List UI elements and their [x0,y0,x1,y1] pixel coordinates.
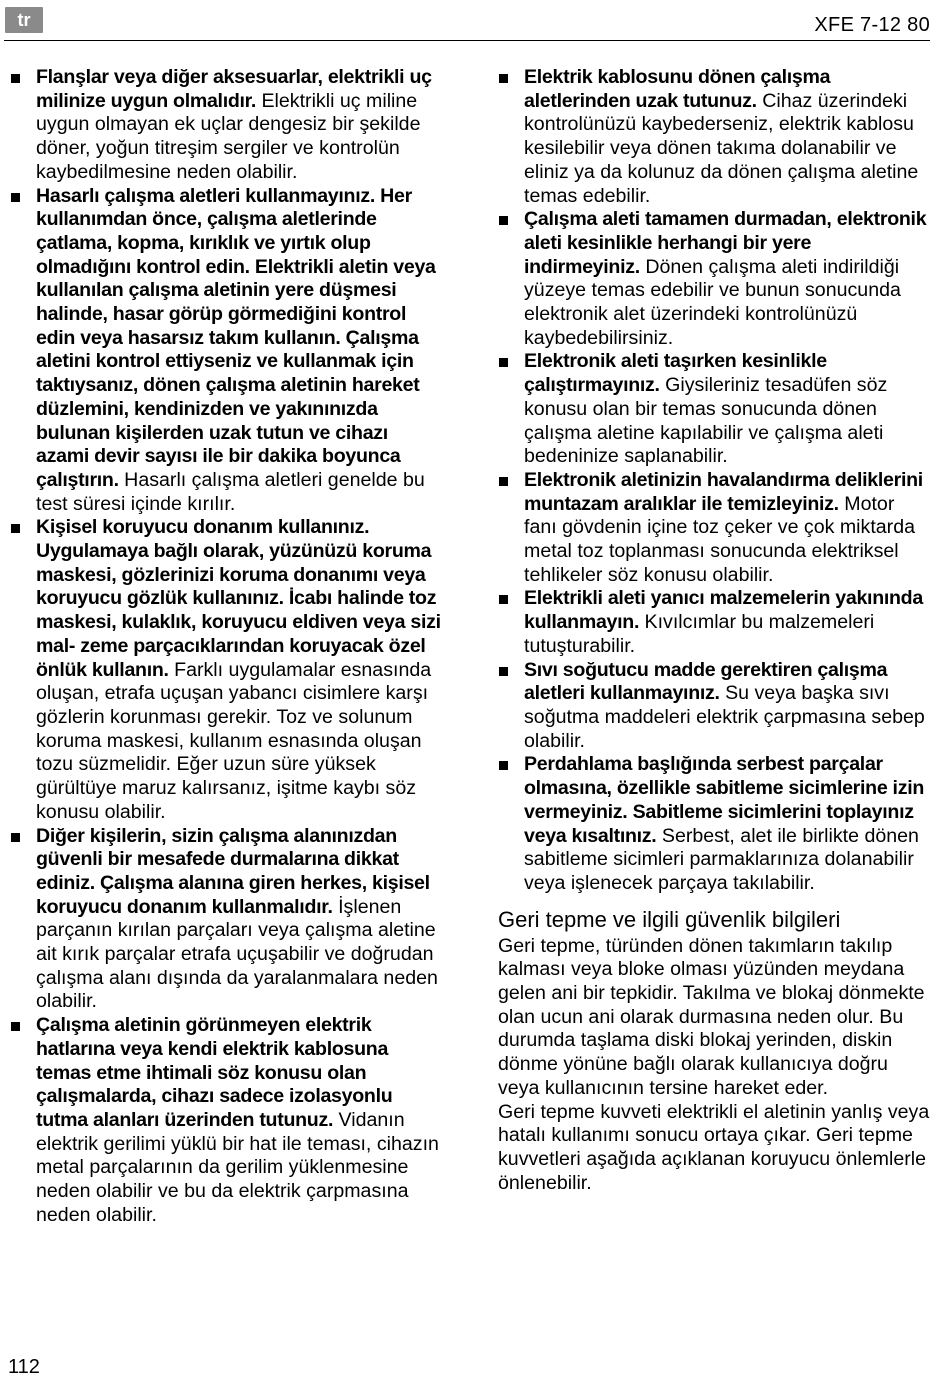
model-number: XFE 7-12 80 [814,14,930,36]
bullet-text: Su veya başka sıvı soğutma maddeleri elektrik çarpmasına sebep olabilir. [524,682,925,752]
square-bullet-icon [499,595,508,604]
bullet-bold: Kişisel koruyucu donanım kullanınız. Uygulamaya bağlı olarak, yüzünüzü koruma maskesi, gözlerinizi koruma donanımı veya koruyucu gözlük kullanınız. İcabı halinde toz maskesi, kulaklık, koruyucu eldiven veya sizi mal- zeme parçacıklarından koruyacak özel önlük kullanın. [36,516,441,681]
bullet-text: Serbest, alet ile birlikte dönen sabitleme sicimleri parmaklarınıza dolanabilir veya işlenecek parçaya takılabilir. [524,824,919,894]
bullet-bold: Sıvı soğutucu madde gerektiren çalışma aletleri kullanmayınız. [524,658,888,705]
bullet-text: Elektrikli uç miline uygun olmayan ek uçlar dengesiz bir şekilde döner, yoğun titreşim sergiler ve kontrolün kaybedilmesine neden olabilir. [36,89,421,183]
bullet-bold: Çalışma aletinin görünmeyen elektrik hatlarına veya kendi elektrik kablosuna temas etme ihtimali söz konusu olan çalışmalarda, cihazı sadece izolasyonlu tutma alanları üzerinden tutunuz. [36,1014,393,1131]
bullet-item [498,469,932,588]
bullet-text: Motor fanı gövdenin içine toz çeker ve çok miktarda metal toz toplanması sonucunda elektriksel tehlikeler söz konusu olabilir. [524,492,915,586]
square-bullet-icon [11,1022,20,1031]
left-column [10,66,442,1227]
bullet-item [498,587,932,658]
bullet-bold: Elektrikli aleti yanıcı malzemelerin yakınında kullanmayın. [524,587,923,634]
square-bullet-icon [499,667,508,676]
section-heading: Geri tepme ve ilgili güvenlik bilgileri [498,906,841,932]
bullet-item [498,350,932,469]
bullet-item [10,66,442,185]
bullet-item [10,825,442,1015]
square-bullet-icon [499,477,508,486]
bullet-text: Vidanın elektrik gerilimi yüklü bir hat ile teması, cihazın metal parçalarının da gerilim yüklenmesine neden olabilir ve bu da elektrik çarpmasına neden olabilir. [36,1108,439,1226]
right-column [498,66,932,1195]
square-bullet-icon [11,74,20,83]
square-bullet-icon [499,358,508,367]
language-tag: tr [5,7,43,33]
square-bullet-icon [499,74,508,83]
square-bullet-icon [11,524,20,533]
bullet-bold: Diğer kişilerin, sizin çalışma alanınızdan güvenli bir mesafede durmalarına dikkat ediniz. Çalışma alanına giren herkes, kişisel koruyucu donanım kullanmalıdır. [36,824,430,918]
bullet-item [10,185,442,517]
bullet-bold: Elektrik kablosunu dönen çalışma aletlerinden uzak tutunuz. [524,66,831,112]
square-bullet-icon [499,216,508,225]
bullet-item [498,208,932,350]
section-paragraph: Geri tepme, türünden dönen takımların takılıp kalması veya bloke olması yüzünden meydana gelen ani bir tepkidir. Takılma ve blokaj dönmekte olan ucun ani olarak durmasına neden olur. Bu durumda taşlama diski blokaj yerinden, diskin dönme yönüne bağlı olarak kullanıcıya doğru veya kullanıcının tersine hareket eder. [498,934,925,1099]
bullet-text: Cihaz üzerindeki kontrolünüzü kaybederseniz, elektrik kablosu kesilebilir veya dönen takıma dolanabilir ve eliniz ya da kolunuz da dönen çalışma aletine temas edebilir. [524,89,919,207]
bullet-bold: Elektronik aleti taşırken kesinlikle çalıştırmayınız. [524,350,827,397]
page-number: 112 [8,1356,40,1378]
header-divider [4,40,930,41]
square-bullet-icon [499,761,508,770]
bullet-text: Giysileriniz tesadüfen söz konusu olan bir temas sonucunda dönen çalışma aletine kapılabilir ve çalışma aleti bedeninize saplanabilir. [524,374,888,468]
bullet-item [10,1014,442,1227]
bullet-item [498,66,932,208]
section-paragraph: Geri tepme kuvveti elektrikli el aletinin yanlış veya hatalı kullanımı sonucu ortaya çıkar. Geri tepme kuvvetleri aşağıda açıklanan koruyucu önlemlerle önlenebilir. [498,1100,930,1194]
bullet-bold: Flanşlar veya diğer aksesuarlar, elektrikli uç milinize uygun olmalıdır. [36,66,432,112]
square-bullet-icon [11,193,20,202]
bullet-item [498,659,932,754]
bullet-text: İşlenen parçanın kırılan parçaları veya çalışma aletine ait kırık parçalar etrafa uçuşabilir ve doğrudan çalışma alanı dışında da yaralanmalara neden olabilir. [36,895,438,1013]
bullet-text: Kıvılcımlar bu malzemeleri tutuşturabilir. [524,611,875,657]
bullet-text: Hasarlı çalışma aletleri genelde bu test süresi içinde kırılır. [36,468,425,515]
bullet-item [498,753,932,895]
bullet-item [10,516,442,824]
bullet-text: Dönen çalışma aleti indirildiği yüzeye temas edebilir ve bunun sonucunda elektronik alet üzerindeki kontrolünüzü kaybedebilirsiniz. [524,255,901,349]
square-bullet-icon [11,833,20,842]
bullet-bold: Hasarlı çalışma aletleri kullanmayınız. Her kullanımdan önce, çalışma aletlerinde çatlama, kopma, kırıklık ve yırtık olup olmadığını kontrol edin. Elektrikli aletin veya kullanılan çalışma aletinin yere düşmesi halinde, hasar görüp görmediğini kontrol edin veya hasarsız takım kullanın. Çalışma aletini kontrol ettiyseniz ve kullanmak için taktıysanız, dönen çalışma aletinin hareket düzlemini, kendinizden ve yakınınızda bulunan kişilerden uzak tutun ve cihazı azami devir sayısı ile bir dakika boyunca çalıştırın. [36,184,436,491]
bullet-bold: Elektronik aletinizin havalandırma deliklerini muntazam aralıklar ile temizleyiniz. [524,468,923,515]
bullet-text: Farklı uygulamalar esnasında oluşan, etrafa uçuşan yabancı cisimlere karşı gözlerin korunması gerekir. Toz ve solunum koruma maskesi, kullanım esnasında oluşan tozu süzmelidir. Eğer uzun süre yüksek gürültüye maruz kalırsanız, işitme kaybı söz konusu olabilir. [36,658,432,823]
bullet-bold: Perdahlama başlığında serbest parçalar olmasına, özellikle sabitleme sicimlerine izin vermeyiniz. Sabitleme sicimlerini toplayınız veya kısaltınız. [524,753,925,847]
bullet-bold: Çalışma aleti tamamen durmadan, elektronik aleti kesinlikle herhangi bir yere indirmeyiniz. [524,208,927,278]
